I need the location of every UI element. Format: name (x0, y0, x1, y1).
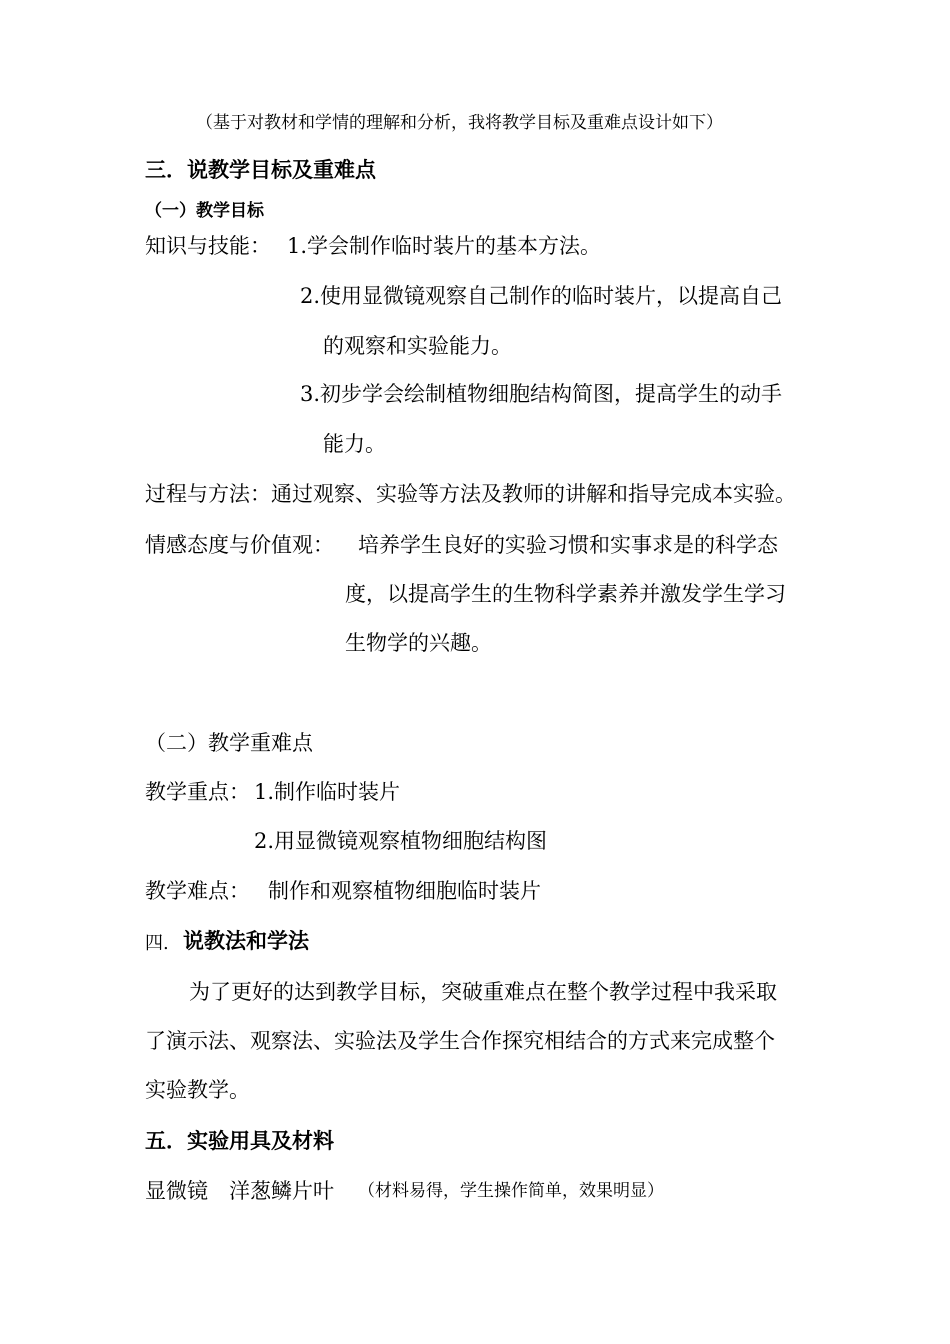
section4-number: 四. (145, 933, 169, 954)
emotion-label: 情感态度与价值观： (145, 533, 334, 557)
section4-para-line3: 实验教学。 (145, 1078, 250, 1102)
knowledge-item-1: 1.学会制作临时装片的基本方法。 (287, 234, 602, 258)
difficult-item: 制作和观察植物细胞临时装片 (268, 879, 541, 903)
materials-note: （材料易得，学生操作简单，效果明显） (358, 1181, 664, 1201)
emotion-line3: 生物学的兴趣。 (345, 631, 492, 655)
section4-para-line2: 了演示法、观察法、实验法及学生合作探究相结合的方式来完成整个 (145, 1029, 775, 1053)
goals-heading: （一）教学目标 (145, 201, 264, 221)
knowledge-item-3-line2: 能力。 (323, 432, 386, 456)
key-label: 教学重点： (145, 780, 250, 804)
materials-items: 显微镜 洋葱鳞片叶 (145, 1179, 334, 1203)
process-method: 过程与方法：通过观察、实验等方法及教师的讲解和指导完成本实验。 (145, 482, 796, 506)
knowledge-item-2-line2: 的观察和实验能力。 (323, 334, 512, 358)
knowledge-item-2-line1: 2.使用显微镜观察自己制作的临时装片，以提高自己 (300, 284, 783, 308)
key-points-heading: （二）教学重难点 (145, 731, 313, 755)
intro-note: （基于对教材和学情的理解和分析，我将教学目标及重难点设计如下） (196, 113, 723, 133)
knowledge-label: 知识与技能： (145, 234, 271, 258)
section4-title: 说教法和学法 (183, 929, 309, 953)
key-item-2: 2.用显微镜观察植物细胞结构图 (254, 829, 548, 853)
section3-title: 三．说教学目标及重难点 (145, 158, 376, 182)
key-item-1: 1.制作临时装片 (254, 780, 401, 804)
emotion-line2: 度，以提高学生的生物科学素养并激发学生学习 (345, 582, 786, 606)
section5-title: 五．实验用具及材料 (145, 1129, 334, 1153)
emotion-line1: 培养学生良好的实验习惯和实事求是的科学态 (358, 533, 778, 557)
difficult-label: 教学难点： (145, 879, 250, 903)
section4-para-line1: 为了更好的达到教学目标，突破重难点在整个教学过程中我采取 (189, 980, 777, 1004)
knowledge-item-3-line1: 3.初步学会绘制植物细胞结构简图，提高学生的动手 (300, 382, 783, 406)
